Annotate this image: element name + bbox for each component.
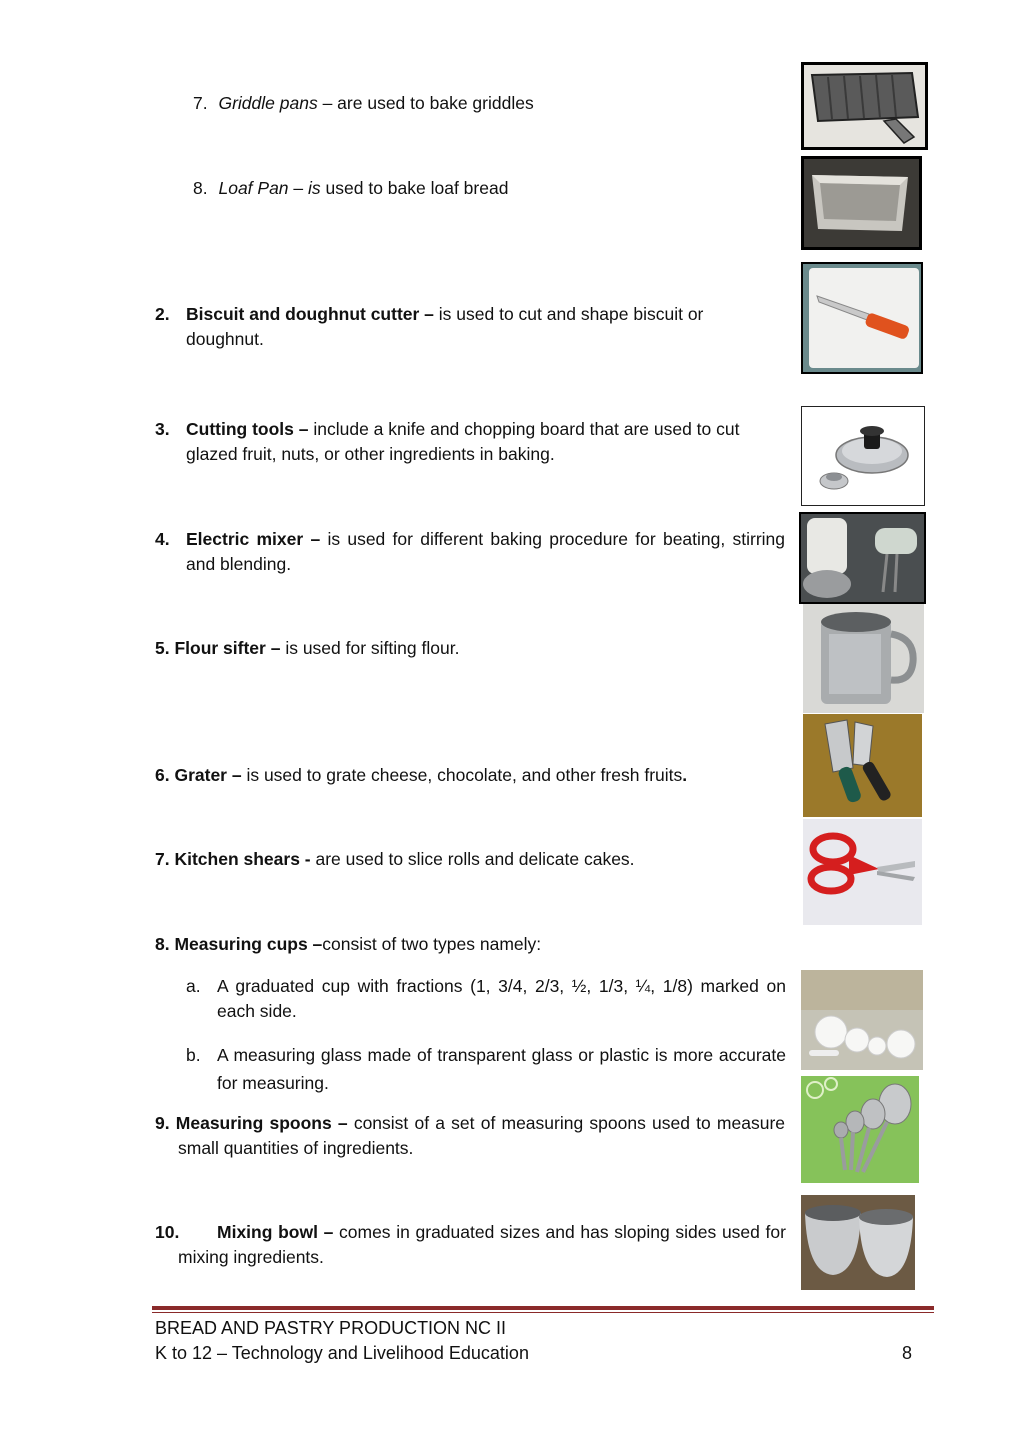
electric-mixer-photo [799,512,926,604]
footer-rule-thin [152,1312,934,1313]
item-number: 8. [193,178,208,198]
item-description: is used for sifting flour. [280,638,460,658]
item-number: 7. [193,93,208,113]
kitchen-shears-photo [803,819,922,925]
item-number: 4. [155,529,170,549]
knife-cutting-board-photo [801,262,923,374]
item-end: . [682,765,688,785]
footer-rule-thick [152,1306,934,1310]
sub-item-label: a. [186,976,201,996]
item-measuring-spoons [155,1111,785,1161]
footer-title: BREAD AND PASTRY PRODUCTION NC II [155,1318,507,1338]
sub-item-text: A graduated cup with fractions (1, 3/4, 2/3, ½, 1/3, ¼, 1/8) marked on each side. [217,976,786,1021]
item-is: is [308,178,321,198]
item-griddle-pans [193,91,534,116]
item-number: 10. [155,1222,180,1242]
item-term: Griddle pans [218,93,318,113]
item-description: used to bake loaf bread [320,178,509,198]
item-description: consist of a set of measuring spoons used to measure small quantities of ingredients. [178,1113,786,1158]
footer-subtitle: K to 12 – Technology and Livelihood Education [155,1343,529,1363]
sub-item-b [186,1041,786,1097]
item-description: – are used to bake griddles [317,93,534,113]
item-number: 3. [155,419,170,439]
measuring-cups-photo [801,970,923,1070]
mixing-bowl-photo [801,1195,915,1290]
sub-item-a [186,974,786,1024]
item-term: 9. Measuring spoons – [155,1113,348,1133]
item-number: 2. [155,304,170,324]
item-description: is used for different baking procedure for beating, stirring and blending. [186,529,786,574]
item-term: Loaf Pan [218,178,289,198]
item-loaf-pan [193,176,508,201]
grater-photo [803,714,922,817]
item-electric-mixer [155,527,785,577]
measuring-spoons-photo [801,1076,919,1183]
item-term: 5. Flour sifter – [155,638,281,658]
item-term: Cutting tools – [186,419,309,439]
loaf-pan-photo [801,156,922,250]
item-term: 8. Measuring cups – [155,934,323,954]
griddle-pan-photo [801,62,928,150]
item-description: comes in graduated sizes and has sloping sides used for mixing ingredients. [178,1222,786,1267]
item-mixing-bowl [155,1220,786,1270]
biscuit-cutter-photo [801,406,925,506]
sub-item-label: b. [186,1045,201,1065]
item-description: are used to slice rolls and delicate cakes. [310,849,635,869]
item-biscuit-cutter [155,302,785,352]
item-kitchen-shears [155,847,785,872]
item-grater [155,763,785,788]
item-measuring-cups [155,932,785,957]
item-description: is used to cut and shape biscuit or doughnut. [186,304,704,349]
item-description: consist of two types namely: [322,934,542,954]
item-cutting-tools [155,417,785,467]
page-number: 8 [902,1343,913,1363]
item-term: Biscuit and doughnut cutter – [186,304,434,324]
item-term: 7. Kitchen shears - [155,849,311,869]
item-dash: – [288,178,309,198]
sub-item-text: A measuring glass made of transparent glass or plastic is more accurate for measuring. [217,1045,786,1093]
flour-sifter-photo [803,604,924,713]
item-term: 6. Grater – [155,765,242,785]
item-flour-sifter [155,636,785,661]
item-description: is used to grate cheese, chocolate, and other fresh fruits [241,765,683,785]
item-term: Mixing bowl – [217,1222,334,1242]
item-term: Electric mixer – [186,529,321,549]
item-description: include a knife and chopping board that are used to cut glazed fruit, nuts, or other ingredients in baking. [186,419,740,464]
